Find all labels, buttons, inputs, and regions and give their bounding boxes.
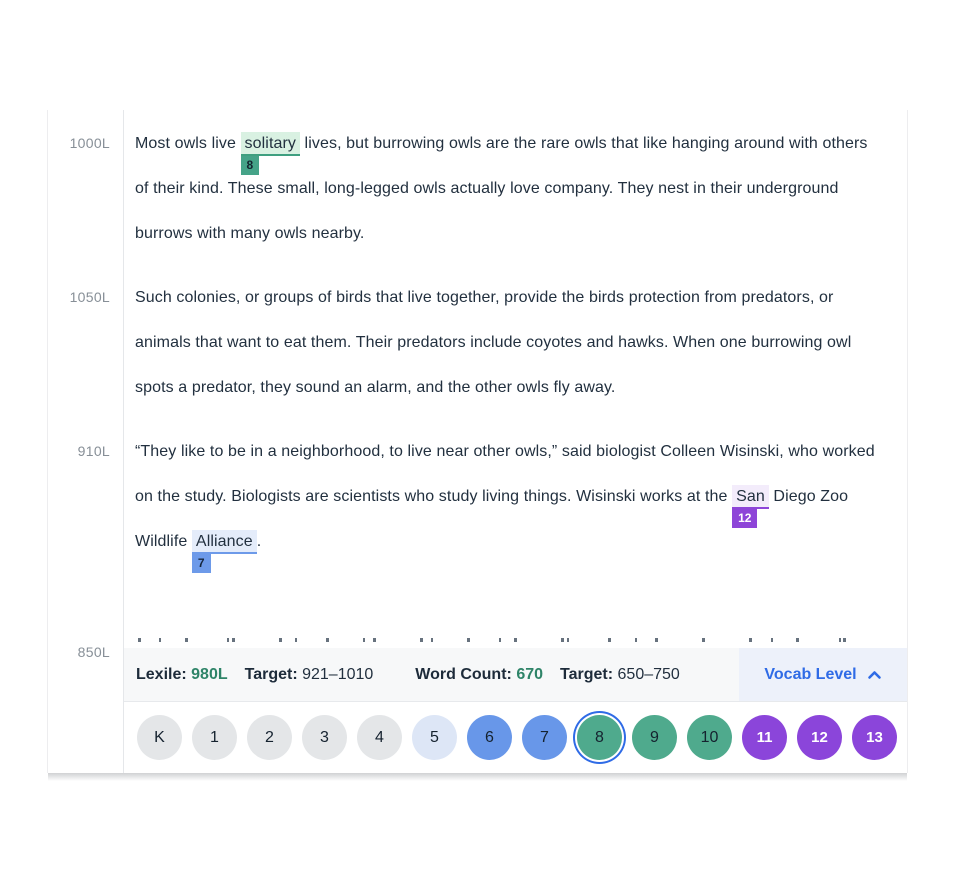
paragraph-lexile-label: 910L: [77, 443, 110, 459]
level-button-4[interactable]: 4: [357, 715, 402, 760]
level-button-7[interactable]: 7: [522, 715, 567, 760]
paragraph-lexile-label: 1050L: [69, 289, 110, 305]
clipped-text-line: [138, 638, 867, 642]
vocab-level-label: Vocab Level: [764, 665, 857, 683]
level-button-3[interactable]: 3: [302, 715, 347, 760]
stats-bar: [124, 648, 907, 702]
paragraph-lexile-label: 1000L: [69, 135, 110, 151]
lexile-value: 980L: [191, 665, 228, 683]
paragraph-text[interactable]: Most owls live solitary 8 lives, but burrowing owls are the rare owls that like hanging around with others of their kind. These small, long-legged owls actually love company. They nest in their underground burrows with many owls nearby.: [135, 121, 883, 256]
level-button-5[interactable]: 5: [412, 715, 457, 760]
paragraph-text[interactable]: “They like to be in a neighborhood, to live near other owls,” said biologist Colleen Wisinski, who worked on the study. Biologists are scientists who study living things. Wisinski works at the San 12 Diego Zoo Wildlife Alliance 7 .: [135, 429, 883, 564]
vocab-highlight-word[interactable]: San 12: [732, 485, 769, 509]
article-text-area[interactable]: [48, 110, 907, 660]
lexile-target-label: Target:: [244, 665, 298, 683]
vocab-level-badge: 12: [732, 509, 757, 528]
level-button-6[interactable]: 6: [467, 715, 512, 760]
word-count-target-value: 650–750: [617, 665, 680, 683]
level-button-2[interactable]: 2: [247, 715, 292, 760]
lexile-target-stat: [245, 666, 374, 684]
level-button-1[interactable]: 1: [192, 715, 237, 760]
lexile-target-value: 921–1010: [302, 665, 374, 683]
lexile-label: Lexile:: [136, 665, 187, 683]
level-button-12[interactable]: 12: [797, 715, 842, 760]
word-count-stat: [415, 666, 543, 684]
chevron-up-icon: [867, 670, 882, 680]
level-button-10[interactable]: 10: [687, 715, 732, 760]
paragraph-row: [48, 429, 907, 570]
vocab-highlight-word[interactable]: solitary 8: [241, 132, 300, 156]
level-button-13[interactable]: 13: [852, 715, 897, 760]
lexile-stat: [136, 666, 228, 684]
vocab-level-badge: 7: [192, 554, 211, 573]
word-count-target-label: Target:: [560, 665, 614, 683]
paragraph-row: [48, 121, 907, 256]
paragraph-row: [48, 275, 907, 410]
level-button-11[interactable]: 11: [742, 715, 787, 760]
leveling-editor-panel: [47, 110, 908, 773]
paragraph-lexile-label: 850L: [77, 644, 110, 660]
vocab-level-badge: 8: [241, 156, 260, 175]
word-count-value: 670: [516, 665, 544, 683]
level-button-K[interactable]: K: [137, 715, 182, 760]
level-button-9[interactable]: 9: [632, 715, 677, 760]
word-count-target-stat: [560, 666, 680, 684]
word-count-label: Word Count:: [415, 665, 512, 683]
paragraph-text[interactable]: Such colonies, or groups of birds that live together, provide the birds protection from predators, or animals that want to eat them. Their predators include coyotes and hawks. When one burrowing owl spots a predator, they sound an alarm, and the other owls fly away.: [135, 289, 852, 396]
grade-level-selector: [124, 702, 907, 773]
level-button-8[interactable]: 8: [577, 715, 622, 760]
vocab-highlight-word[interactable]: Alliance 7: [192, 530, 257, 554]
vocab-level-toggle-button[interactable]: [739, 648, 907, 701]
